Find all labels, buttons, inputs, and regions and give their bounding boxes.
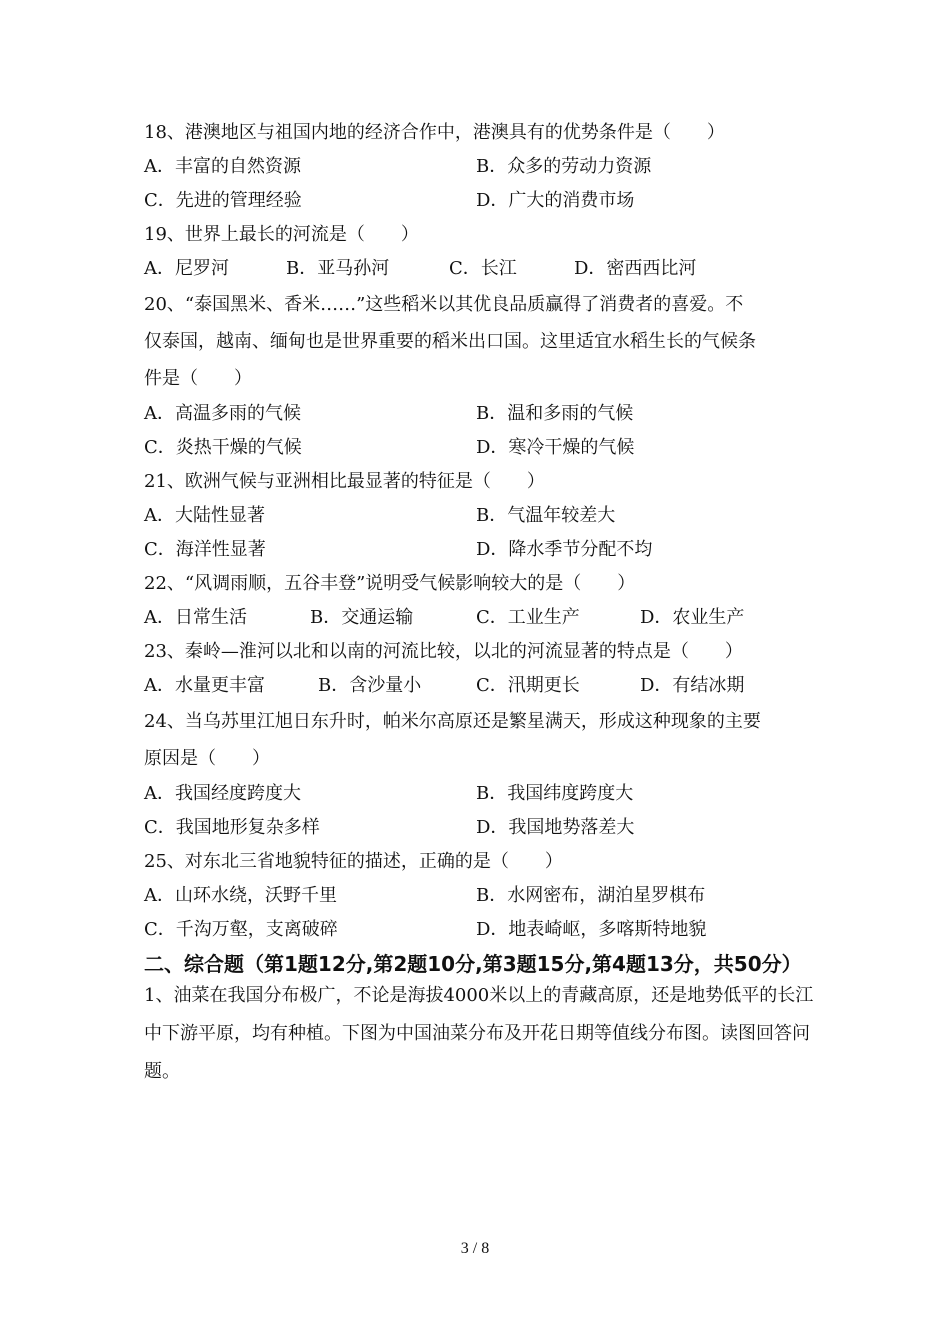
question-18-option-a: A．丰富的自然资源	[144, 156, 301, 177]
question-18-option-b: B．众多的劳动力资源	[476, 156, 652, 177]
question-25-option-d: D．地表崎岖，多喀斯特地貌	[476, 919, 707, 940]
question-19-option-d: D．密西西比河	[574, 258, 697, 279]
question-20-option-d: D．寒冷干燥的气候	[476, 437, 635, 458]
question-25-option-c: C．千沟万壑，支离破碎	[144, 919, 338, 940]
question-18-stem: 18、港澳地区与祖国内地的经济合作中，港澳具有的优势条件是（ ）	[144, 122, 725, 143]
question-18-option-c: C．先进的管理经验	[144, 190, 302, 211]
section-2-question-1-text: 1、油菜在我国分布极广，不论是海拔4000米以上的青藏高原，还是地势低平的长江中下游平原，均有种植。下图为中国油菜分布及开花日期等值线分布图。读图回答问题。	[144, 985, 814, 1082]
question-22-option-c: C．工业生产	[476, 607, 580, 628]
question-23-option-b: B．含沙量小	[318, 675, 422, 696]
question-20-option-c: C．炎热干燥的气候	[144, 437, 302, 458]
page-number: 3 / 8	[460, 1240, 490, 1257]
question-20-stem-line-3: 件是（ ）	[144, 368, 252, 389]
question-20-option-a: A．高温多雨的气候	[144, 403, 301, 424]
question-23-options	[144, 669, 814, 703]
page-content	[144, 116, 814, 1091]
question-24-options-row-1	[144, 777, 814, 811]
question-21-option-c: C．海洋性显著	[144, 539, 266, 560]
question-18-options-row-1	[144, 150, 814, 184]
question-24-options-row-2	[144, 811, 814, 845]
question-19-option-b: B．亚马孙河	[286, 258, 390, 279]
question-24-option-c: C．我国地形复杂多样	[144, 817, 320, 838]
question-21-option-b: B．气温年较差大	[476, 505, 616, 526]
question-24-stem-line-2: 原因是（ ）	[144, 748, 270, 769]
question-25-options-row-1	[144, 879, 814, 913]
question-19-option-c: C．长江	[449, 258, 517, 279]
question-18-options-row-2	[144, 184, 814, 218]
question-25-stem: 25、对东北三省地貌特征的描述，正确的是（ ）	[144, 851, 563, 872]
question-19-stem: 19、世界上最长的河流是（ ）	[144, 224, 419, 245]
section-2-title: 二、综合题（第1题12分,第2题10分,第3题15分,第4题13分，共50分）	[144, 952, 802, 976]
question-23-option-d: D．有结冰期	[640, 675, 745, 696]
question-18-option-d: D．广大的消费市场	[476, 190, 635, 211]
question-22-option-d: D．农业生产	[640, 607, 745, 628]
question-20-stem-line-1: 20、“泰国黑米、香米……”这些稻米以其优良品质赢得了消费者的喜爱。不	[144, 294, 744, 315]
question-24-option-b: B．我国纬度跨度大	[476, 783, 634, 804]
question-22-option-a: A．日常生活	[144, 607, 247, 628]
question-25-option-a: A．山环水绕，沃野千里	[144, 885, 337, 906]
question-20-options-row-2	[144, 431, 814, 465]
question-22-options	[144, 601, 814, 635]
question-21-option-a: A．大陆性显著	[144, 505, 265, 526]
question-25-options-row-2	[144, 913, 814, 947]
question-20-option-b: B．温和多雨的气候	[476, 403, 634, 424]
question-20-stem-line-2: 仅泰国，越南、缅甸也是世界重要的稻米出口国。这里适宜水稻生长的气候条	[144, 331, 756, 352]
question-21-option-d: D．降水季节分配不均	[476, 539, 653, 560]
question-22-stem: 22、“风调雨顺，五谷丰登”说明受气候影响较大的是（ ）	[144, 573, 636, 594]
question-22-option-b: B．交通运输	[310, 607, 414, 628]
question-23-option-a: A．水量更丰富	[144, 675, 265, 696]
question-24-option-d: D．我国地势落差大	[476, 817, 635, 838]
question-21-stem: 21、欧洲气候与亚洲相比最显著的特征是（ ）	[144, 471, 545, 492]
question-25-option-b: B．水网密布，湖泊星罗棋布	[476, 885, 706, 906]
question-24-stem-line-1: 24、当乌苏里江旭日东升时，帕米尔高原还是繁星满天，形成这种现象的主要	[144, 711, 761, 732]
question-23-option-c: C．汛期更长	[476, 675, 580, 696]
question-20-options-row-1	[144, 397, 814, 431]
question-21-options-row-2	[144, 533, 814, 567]
question-21-options-row-1	[144, 499, 814, 533]
question-24-option-a: A．我国经度跨度大	[144, 783, 301, 804]
question-23-stem: 23、秦岭—淮河以北和以南的河流比较，以北的河流显著的特点是（ ）	[144, 641, 743, 662]
question-19-options	[144, 252, 814, 286]
question-19-option-a: A．尼罗河	[144, 258, 229, 279]
